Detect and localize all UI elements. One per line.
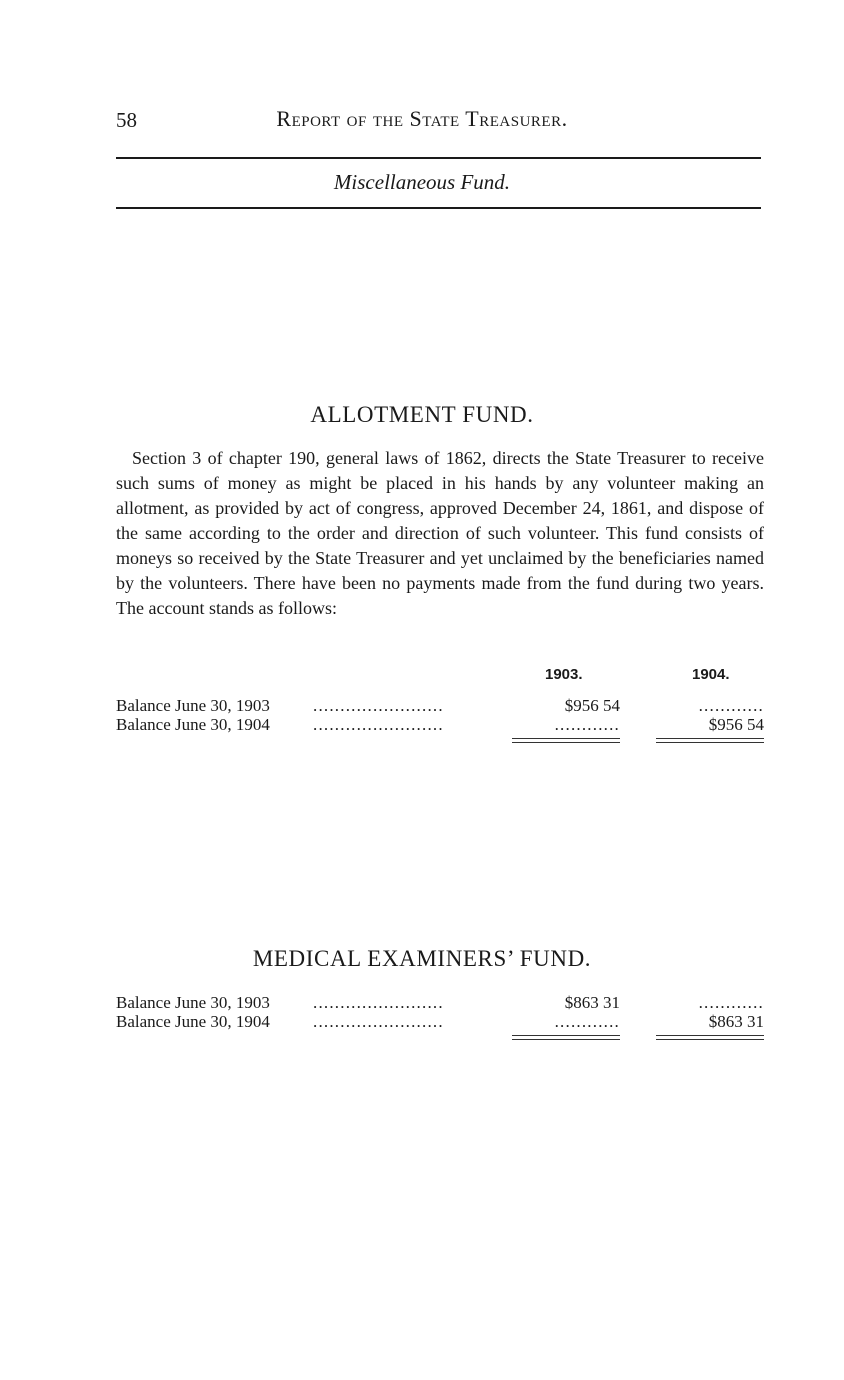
amount-1903: ............ <box>554 715 620 734</box>
allotment-fund-paragraph: Section 3 of chapter 190, general laws of 1862, directs the State Treasurer to receive such sums of money as might be placed in his hands by any volunteer making an allotment, as provided by act of congress, approved December 24, 1861, and dispose of the same according to the order and direction of such volunteer. This fund consists of moneys so received by the State Treasurer and yet unclaimed by the beneficiaries named by the volunteers. There have been no payments made from the fund during two years. The account stands as follows: <box>116 448 764 618</box>
dot-leader: ........................ <box>313 993 444 1012</box>
medical-ledger-row <box>116 1012 764 1032</box>
dot-leader: ........................ <box>313 1012 444 1031</box>
column-header-1903: 1903. <box>545 666 583 683</box>
medical-examiners-fund-title: MEDICAL EXAMINERS’ FUND. <box>252 946 592 971</box>
section-heading: Miscellaneous Fund. <box>333 170 511 194</box>
row-label: Balance June 30, 1903 <box>116 696 270 715</box>
amount-1904: ............ <box>698 696 764 715</box>
dot-leader: ........................ <box>313 715 444 734</box>
double-rule-1903 <box>512 1035 620 1040</box>
running-title: Report of the State Treasurer. <box>276 106 568 131</box>
row-label: Balance June 30, 1903 <box>116 993 270 1012</box>
amount-1904: ............ <box>698 993 764 1012</box>
column-header-1904: 1904. <box>692 666 730 683</box>
amount-1903: ............ <box>554 1012 620 1031</box>
double-rule-1904 <box>656 1035 764 1040</box>
amount-1903: $863 31 <box>564 993 620 1012</box>
amount-1904: $863 31 <box>708 1012 764 1031</box>
allotment-ledger-row <box>116 696 764 716</box>
amount-1904: $956 54 <box>708 715 764 734</box>
double-rule-1904 <box>656 738 764 743</box>
header-rule-top <box>116 157 761 159</box>
row-label: Balance June 30, 1904 <box>116 715 270 734</box>
dot-leader: ........................ <box>313 696 444 715</box>
double-rule-1903 <box>512 738 620 743</box>
row-label: Balance June 30, 1904 <box>116 1012 270 1031</box>
header-rule-bottom <box>116 207 761 209</box>
medical-ledger-row <box>116 993 764 1013</box>
amount-1903: $956 54 <box>564 696 620 715</box>
page-number: 58 <box>116 108 137 132</box>
allotment-ledger-row <box>116 715 764 735</box>
allotment-fund-title: ALLOTMENT FUND. <box>310 402 534 427</box>
